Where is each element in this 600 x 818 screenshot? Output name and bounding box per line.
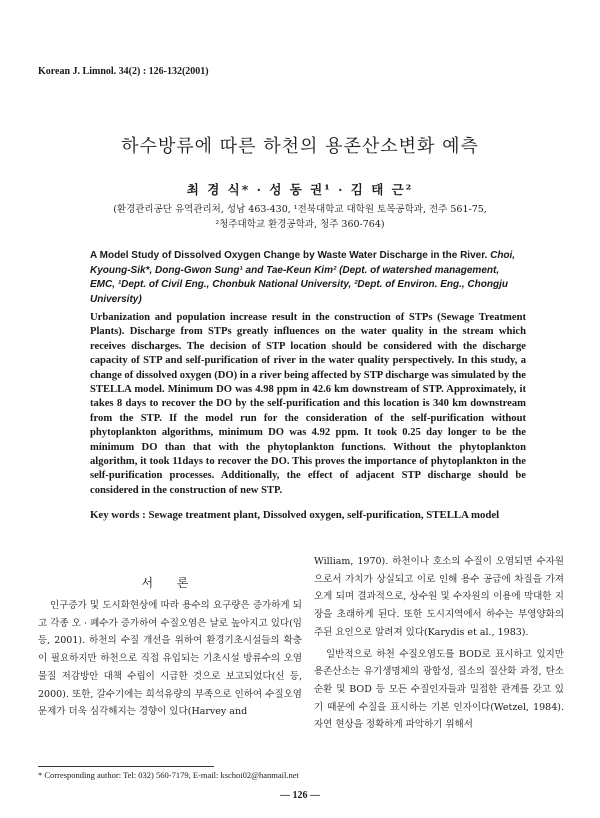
page-number: — 126 —: [280, 790, 320, 801]
abstract: Urbanization and population increase result in the construction of STPs (Sewage Treatment Plants). Discharge from STPs greatly influences on the water quality in the stream which receives discharges. The decision of STP location should be considered with the discharge capacity of STP and self-purification of river in the water quality perspectively. In this study, a change of dissolved oxygen (DO) in a river being affected by STP discharge was simulated by the STELLA model. Minimum DO was 4.98 ppm in 42.6 km downstream of STP. Approximately, it takes 8 days to recover the DO by the self-purification and this location is 340 km downstream from the STP. If the model run for the consideration of the self-purification without phytoplankton algorithms, minimum DO was 4.92 ppm. It took 0.25 day longer to be the minimum DO than that with the phytoplankton functions. Without the phytoplankton algorithm, it took 11days to recover the DO. This proves the importance of phytoplankton in the self-purification processes. Additionally, the effect of adjacent STP discharge should be considered in the construction of new STP.: [90, 312, 526, 496]
right-column-paragraph-1: William, 1970). 하천이나 호소의 수질이 오염되면 수자원으로서 가치가 상실되고 이로 인해 용수 공급에 차질을 가져오게 되며 결과적으로, 상수원 및 수자원의 이용에 막대한 지장을 초래하게 된다. 또한 도시지역에서 하수는 부영양화의 주된 요인으로 알려져 있다(Karydis et al., 1983).: [314, 556, 564, 638]
right-column-paragraph-2: 일반적으로 하천 수질오염도를 BOD로 표시하고 있지만 용존산소는 유기생명체의 광합성, 질소의 질산화 과정, 탄소 순환 및 BOD 등 모든 수질인자들과 밀접한 관계를 갖고 있기 때문에 수질을 표시하는 기본 인자이다(Wetzel, 1984). 자연 현상을 정확하게 파악하기 위해서: [314, 648, 564, 731]
journal-reference: Korean J. Limnol. 34(2) : 126-132(2001): [38, 66, 209, 77]
english-title-block: [90, 249, 526, 307]
left-column-paragraph: 인구증가 및 도시화현상에 따라 용수의 요구량은 증가하게 되고 각종 오 · 폐수가 증가하여 수질오염은 날로 높아지고 있다(임 등, 2001). 하천의 수질 개선을 위하여 환경기초시설들의 확충이 필요하지만 하천으로 직접 유입되는 기초시설 방류수의 오염물질 저감방안 대책 수립이 시급한 것으로 보고되었다(신 등, 2000). 또한, 갈수기에는 희석유량의 부족으로 인하여 수질오염 문제가 더욱 심각해지는 경향이 있다(Harvey and: [38, 600, 302, 718]
left-column: [38, 597, 302, 721]
keywords-label: Key words :: [90, 509, 149, 521]
affiliation-line-2: ²청주대학교 환경공학과, 청주 360-764): [215, 219, 385, 230]
section-heading-introduction: 서 론: [141, 576, 199, 590]
english-authors-affiliations: Choi, Kyoung-Sik*, Dong-Gwon Sung¹ and Tae-Keun Kim² (Dept. of watershed management, EMC, ¹Dept. of Civil Eng., Chonbuk National University, ²Dept. of Environ. Eng., Chongju University): [90, 250, 516, 305]
paper-title-korean: 하수방류에 따른 하천의 용존산소변화 예측: [121, 136, 479, 157]
affiliation-line-1: (환경관리공단 유역관리처, 성남 463-430, ¹전북대학교 대학원 토목공학과, 전주 561-75,: [113, 204, 487, 215]
footnote: * Corresponding author: Tel: 032) 560-7179, E-mail: kschoi02@hanmail.net: [38, 770, 299, 780]
keywords: [90, 508, 526, 522]
footnote-rule: [38, 766, 214, 767]
english-title: A Model Study of Dissolved Oxygen Change by Waste Water Discharge in the River.: [90, 250, 488, 261]
right-column: [314, 553, 564, 734]
author-list: 최 경 식* · 성 동 권¹ · 김 태 근²: [186, 182, 414, 197]
keywords-list: Sewage treatment plant, Dissolved oxygen, self-purification, STELLA model: [148, 509, 500, 521]
